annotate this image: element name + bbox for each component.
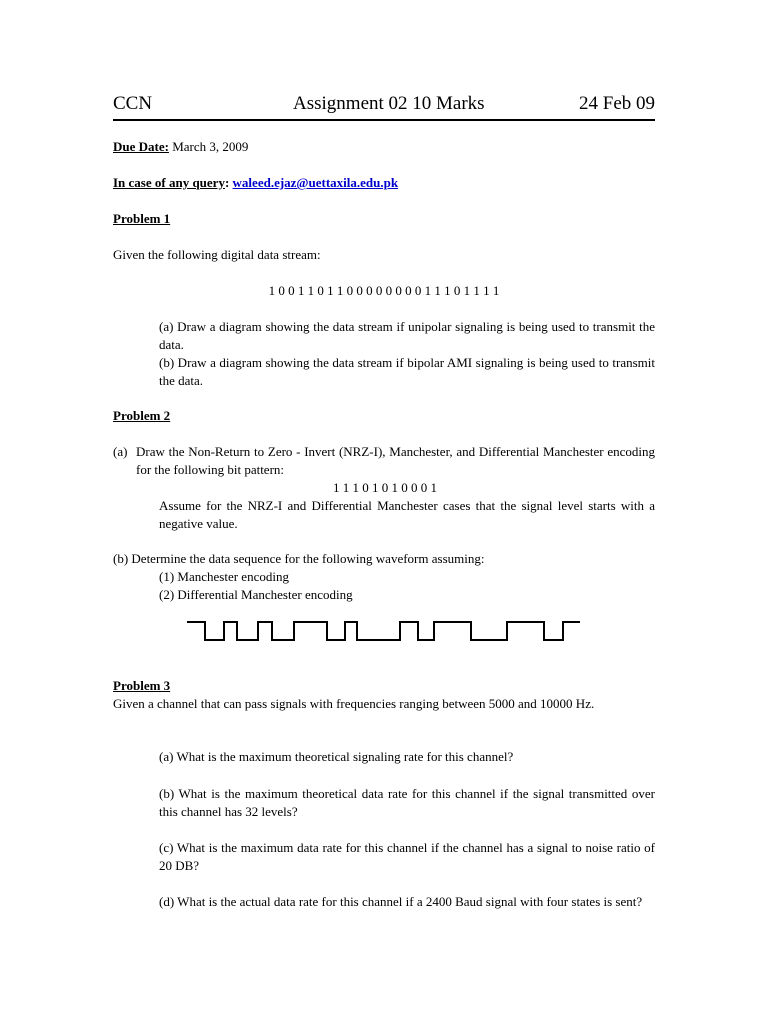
due-date-label: Due Date: (113, 139, 169, 154)
problem-2-manchester: (1) Manchester encoding (159, 569, 289, 584)
problem-2-diff-manchester: (2) Differential Manchester encoding (159, 587, 353, 602)
query-line (113, 174, 398, 192)
header-date: 24 Feb 09 (579, 93, 655, 114)
problem-3-part-d: (d) What is the actual data rate for this channel if a 2400 Baud signal with four states is sent? (159, 894, 643, 909)
problem-2-bit-pattern: 1 1 1 0 1 0 1 0 0 0 1 (333, 480, 437, 495)
waveform-signal (187, 622, 580, 640)
email-link[interactable]: waleed.ejaz@uettaxila.edu.pk (232, 175, 399, 190)
document-header (113, 91, 655, 121)
problem-3-intro: Given a channel that can pass signals with frequencies ranging between 5000 and 10000 Hz. (113, 696, 595, 711)
problem-2-assumption: Assume for the NRZ-I and Differential Manchester cases that the signal level starts with a negative value. (159, 498, 655, 531)
problem-3-title: Problem 3 (113, 678, 171, 693)
course-name: CCN (113, 93, 153, 114)
query-label: In case of any query (113, 175, 225, 190)
problem-2-part-b: (b) Determine the data sequence for the following waveform assuming: (113, 551, 485, 566)
problem-1-part-b: (b) Draw a diagram showing the data stream if bipolar AMI signaling is being used to transmit the data. (159, 355, 655, 388)
due-date-value: March 3, 2009 (172, 139, 249, 154)
problem-1-part-a: (a) Draw a diagram showing the data stream if unipolar signaling is being used to transmit the data. (159, 319, 655, 352)
assignment-title: Assignment 02 10 Marks (293, 93, 485, 114)
problem-3-part-b: (b) What is the maximum theoretical data rate for this channel if the signal transmitted over this channel has 32 levels? (159, 786, 655, 819)
problem-3-part-a: (a) What is the maximum theoretical signaling rate for this channel? (159, 749, 514, 764)
problem-1-title: Problem 1 (113, 211, 171, 226)
problem-2-part-a: Draw the Non-Return to Zero - Invert (NRZ-I), Manchester, and Differential Manchester encoding for the following bit pattern: (136, 444, 655, 477)
problem-1-data-stream: 1 0 0 1 1 0 1 1 0 0 0 0 0 0 0 0 1 1 1 0 1 1 1 1 (268, 283, 500, 298)
waveform-diagram (186, 618, 582, 644)
problem-3-part-c: (c) What is the maximum data rate for this channel if the channel has a signal to noise ratio of 20 DB? (159, 840, 655, 873)
problem-2-title: Problem 2 (113, 408, 171, 423)
problem-1-intro: Given the following digital data stream: (113, 247, 321, 262)
due-date-line (113, 138, 248, 156)
problem-2-a-label: (a) (113, 444, 128, 459)
query-colon: : (224, 175, 230, 190)
